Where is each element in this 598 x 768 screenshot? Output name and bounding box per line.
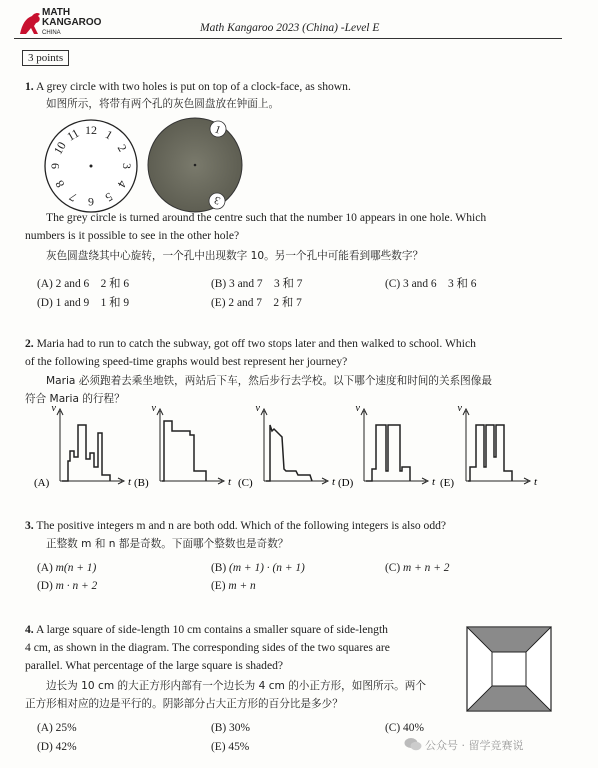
- clock-number-6: 6: [88, 195, 94, 209]
- q4-text-en-2: 4 cm, as shown in the diagram. The corresponding sides of the two squares are: [25, 641, 390, 654]
- q1-option-b[interactable]: (B) 3 and 7 3 和 7: [211, 278, 303, 290]
- clock-number-8: 8: [52, 177, 68, 191]
- section-points-label: 3 points: [22, 50, 69, 66]
- speed-time-curve: [266, 425, 312, 481]
- q4-text-en-1: 4. A large square of side-length 10 cm contains a smaller square of side-length: [25, 623, 388, 636]
- clock-number-9: 9: [48, 163, 62, 169]
- speed-time-curve: [62, 425, 110, 481]
- graph-option-label[interactable]: (D): [338, 477, 354, 489]
- page-header-title: Math Kangaroo 2023 (China) -Level E: [200, 22, 380, 34]
- axis-v-label: v: [255, 405, 260, 414]
- q1-text-zh: 灰色圆盘绕其中心旋转，一个孔中出现数字 10。另一个孔中可能看到哪些数字？: [46, 250, 424, 262]
- axis-t-label: t: [228, 476, 232, 488]
- grey-disc-figure: [145, 115, 245, 215]
- q3-option-e[interactable]: (E) m + n: [211, 580, 256, 592]
- graph-option-label[interactable]: (E): [440, 477, 455, 489]
- q4-text-zh-2: 正方形相对应的边是平行的。阴影部分占大正方形的百分比是多少？: [25, 698, 343, 710]
- clock-face-figure: [42, 117, 140, 215]
- q4-option-a[interactable]: (A) 25%: [37, 722, 77, 734]
- clock-number-1: 1: [102, 127, 116, 143]
- q1-stem-en: 1. A grey circle with two holes is put on top of a clock-face, as shown.: [25, 80, 351, 93]
- axis-t-label: t: [332, 476, 336, 488]
- q2-text-zh-1: Maria 必须跑着去乘坐地铁，两站后下车，然后步行去学校。以下哪个速度和时间的关系图像最: [46, 375, 492, 387]
- clock-number-12: 12: [85, 123, 97, 137]
- q4-option-c[interactable]: (C) 40%: [385, 722, 424, 734]
- speed-time-curve: [366, 425, 410, 481]
- logo-text: MATH KANGAROO CHINA: [42, 7, 102, 36]
- q1-stem-zh: 如图所示，将带有两个孔的灰色圆盘放在钟面上。: [46, 98, 280, 110]
- q3-text-zh: 正整数 m 和 n 都是奇数。下面哪个整数也是奇数？: [46, 538, 289, 550]
- wechat-icon: [404, 736, 422, 750]
- nested-squares-figure: [466, 626, 552, 712]
- q2-text-en-2: of the following speed-time graphs would best represent her journey?: [25, 355, 348, 368]
- q4-text-zh-1: 边长为 10 cm 的大正方形内部有一个边长为 4 cm 的小正方形，如图所示。两个: [46, 680, 426, 692]
- graph-option-label[interactable]: (A): [34, 477, 50, 489]
- clock-number-4: 4: [114, 177, 130, 191]
- q4-option-b[interactable]: (B) 30%: [211, 722, 250, 734]
- clock-number-3: 3: [120, 163, 134, 169]
- q4-option-d[interactable]: (D) 42%: [37, 741, 77, 753]
- q1-option-d[interactable]: (D) 1 and 9 1 和 9: [37, 297, 130, 309]
- axis-v-label: v: [355, 405, 360, 414]
- q3-option-c[interactable]: (C) m + n + 2: [385, 562, 450, 574]
- q1-option-a[interactable]: (A) 2 and 6 2 和 6: [37, 278, 130, 290]
- graph-option-label[interactable]: (C): [238, 477, 253, 489]
- clock-number-10: 10: [50, 139, 69, 157]
- axis-v-label: v: [51, 405, 56, 414]
- q1-option-e[interactable]: (E) 2 and 7 2 和 7: [211, 297, 302, 309]
- clock-number-5: 5: [102, 189, 116, 205]
- axis-v-label: v: [457, 405, 462, 414]
- q3-option-d[interactable]: (D) m · n + 2: [37, 580, 98, 592]
- q4-text-en-3: parallel. What percentage of the large square is shaded?: [25, 659, 284, 672]
- hole-number-1: 1: [213, 123, 223, 137]
- q3-option-b[interactable]: (B) (m + 1) · (n + 1): [211, 562, 305, 574]
- q4-option-e[interactable]: (E) 45%: [211, 741, 250, 753]
- q3-text-en: 3. The positive integers m and n are both odd. Which of the following integers is also odd?: [25, 519, 447, 532]
- q3-option-a[interactable]: (A) m(n + 1): [37, 562, 97, 574]
- axis-v-label: v: [151, 405, 156, 414]
- clock-number-11: 11: [64, 125, 82, 144]
- q1-option-c[interactable]: (C) 3 and 6 3 和 6: [385, 278, 477, 290]
- graph-option-label[interactable]: (B): [134, 477, 149, 489]
- axis-t-label: t: [534, 476, 538, 488]
- q1-text-en-1: The grey circle is turned around the centre such that the number 10 appears in one hole. Which: [46, 211, 487, 224]
- clock-number-2: 2: [114, 141, 130, 155]
- speed-time-curve: [468, 425, 512, 481]
- hole-number-2: 3: [212, 193, 222, 207]
- header-rule: [14, 38, 562, 39]
- axis-t-label: t: [432, 476, 436, 488]
- q2-text-zh-2: 符合 Maria 的行程？: [25, 393, 125, 405]
- q1-text-en-2: numbers is it possible to see in the other hole?: [25, 229, 240, 242]
- clock-number-7: 7: [66, 189, 80, 205]
- watermark-text: 公众号 · 留学竞赛说: [425, 739, 524, 752]
- speed-time-curve: [162, 421, 206, 481]
- speed-time-graphs: [30, 405, 560, 495]
- axis-t-label: t: [128, 476, 132, 488]
- q2-text-en-1: 2. Maria had to run to catch the subway, got off two stops later and then walked to school. Which: [25, 337, 476, 350]
